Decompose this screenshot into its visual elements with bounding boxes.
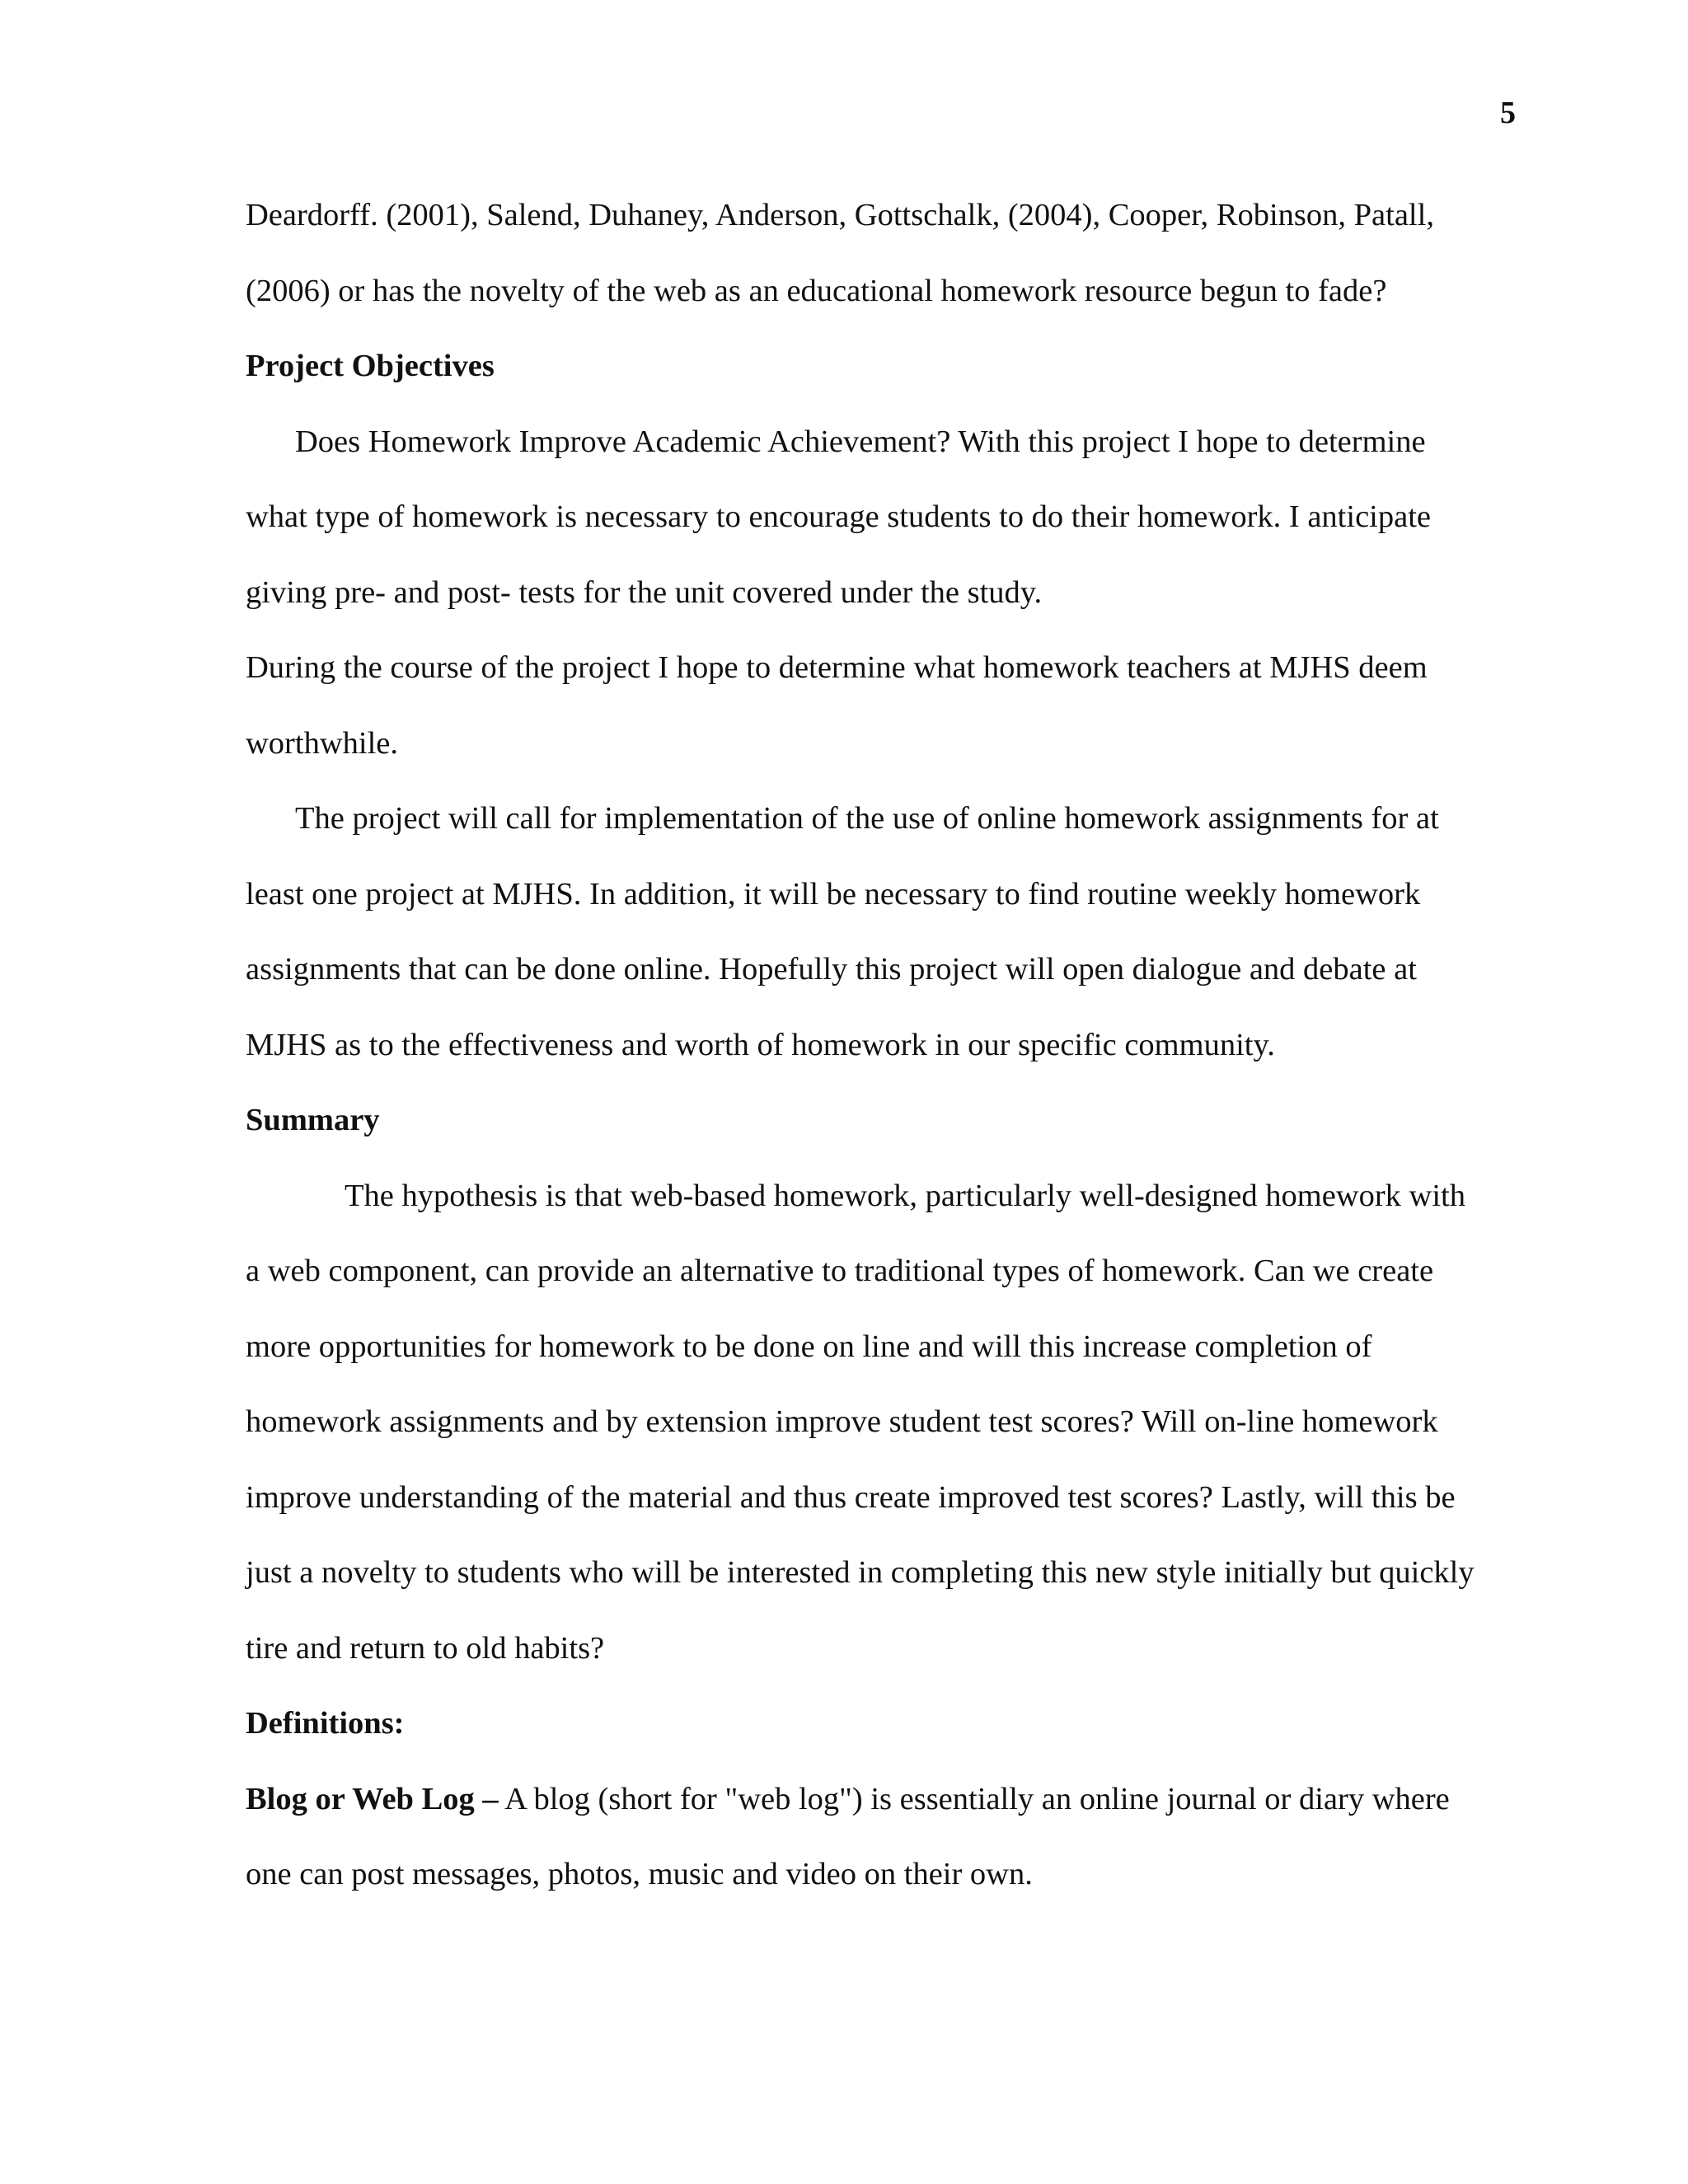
body-line: Deardorff. (2001), Salend, Duhaney, Anderson, Gottschalk, (2004), Cooper, Robinson, Patall, [246, 198, 1434, 232]
body-line: least one project at MJHS. In addition, it will be necessary to find routine weekly homework [246, 876, 1421, 912]
document-body [246, 198, 1531, 1933]
body-line: Does Homework Improve Academic Achievement? With this project I hope to determine [295, 424, 1426, 459]
body-line: a web component, can provide an alternative to traditional types of homework. Can we create [246, 1254, 1434, 1288]
body-line: MJHS as to the effectiveness and worth of homework in our specific community. [246, 1027, 1275, 1062]
definition-term: Blog or Web Log – [246, 1781, 499, 1816]
body-line: tire and return to old habits? [246, 1630, 605, 1666]
body-line: assignments that can be done online. Hopefully this project will open dialogue and debate at [246, 952, 1417, 987]
body-line: more opportunities for homework to be done on line and will this increase completion of [246, 1329, 1372, 1364]
heading-definitions: Definitions: [246, 1706, 405, 1741]
body-line: worthwhile. [246, 725, 398, 761]
body-line: just a novelty to students who will be interested in completing this new style initially but quickly [246, 1555, 1475, 1590]
body-line: homework assignments and by extension improve student test scores? Will on-line homework [246, 1404, 1438, 1439]
body-line: one can post messages, photos, music and video on their own. [246, 1857, 1033, 1891]
heading-project-objectives: Project Objectives [246, 349, 495, 383]
body-line: what type of homework is necessary to encourage students to do their homework. I anticipate [246, 499, 1431, 534]
body-line: The project will call for implementation of the use of online homework assignments for at [295, 801, 1439, 836]
body-line: The hypothesis is that web-based homework, particularly well-designed homework with [345, 1178, 1466, 1213]
body-line: improve understanding of the material and thus create improved test scores? Lastly, will this be [246, 1479, 1456, 1515]
body-line: (2006) or has the novelty of the web as an educational homework resource begun to fade? [246, 273, 1387, 308]
body-line: During the course of the project I hope to determine what homework teachers at MJHS deem [246, 650, 1428, 685]
definition-line [246, 1782, 1531, 1858]
heading-summary: Summary [246, 1103, 380, 1137]
definition-text: A blog (short for "web log") is essentially an online journal or diary where [498, 1781, 1450, 1816]
page-number: 5 [1500, 96, 1516, 130]
body-line: giving pre- and post- tests for the unit covered under the study. [246, 574, 1043, 610]
